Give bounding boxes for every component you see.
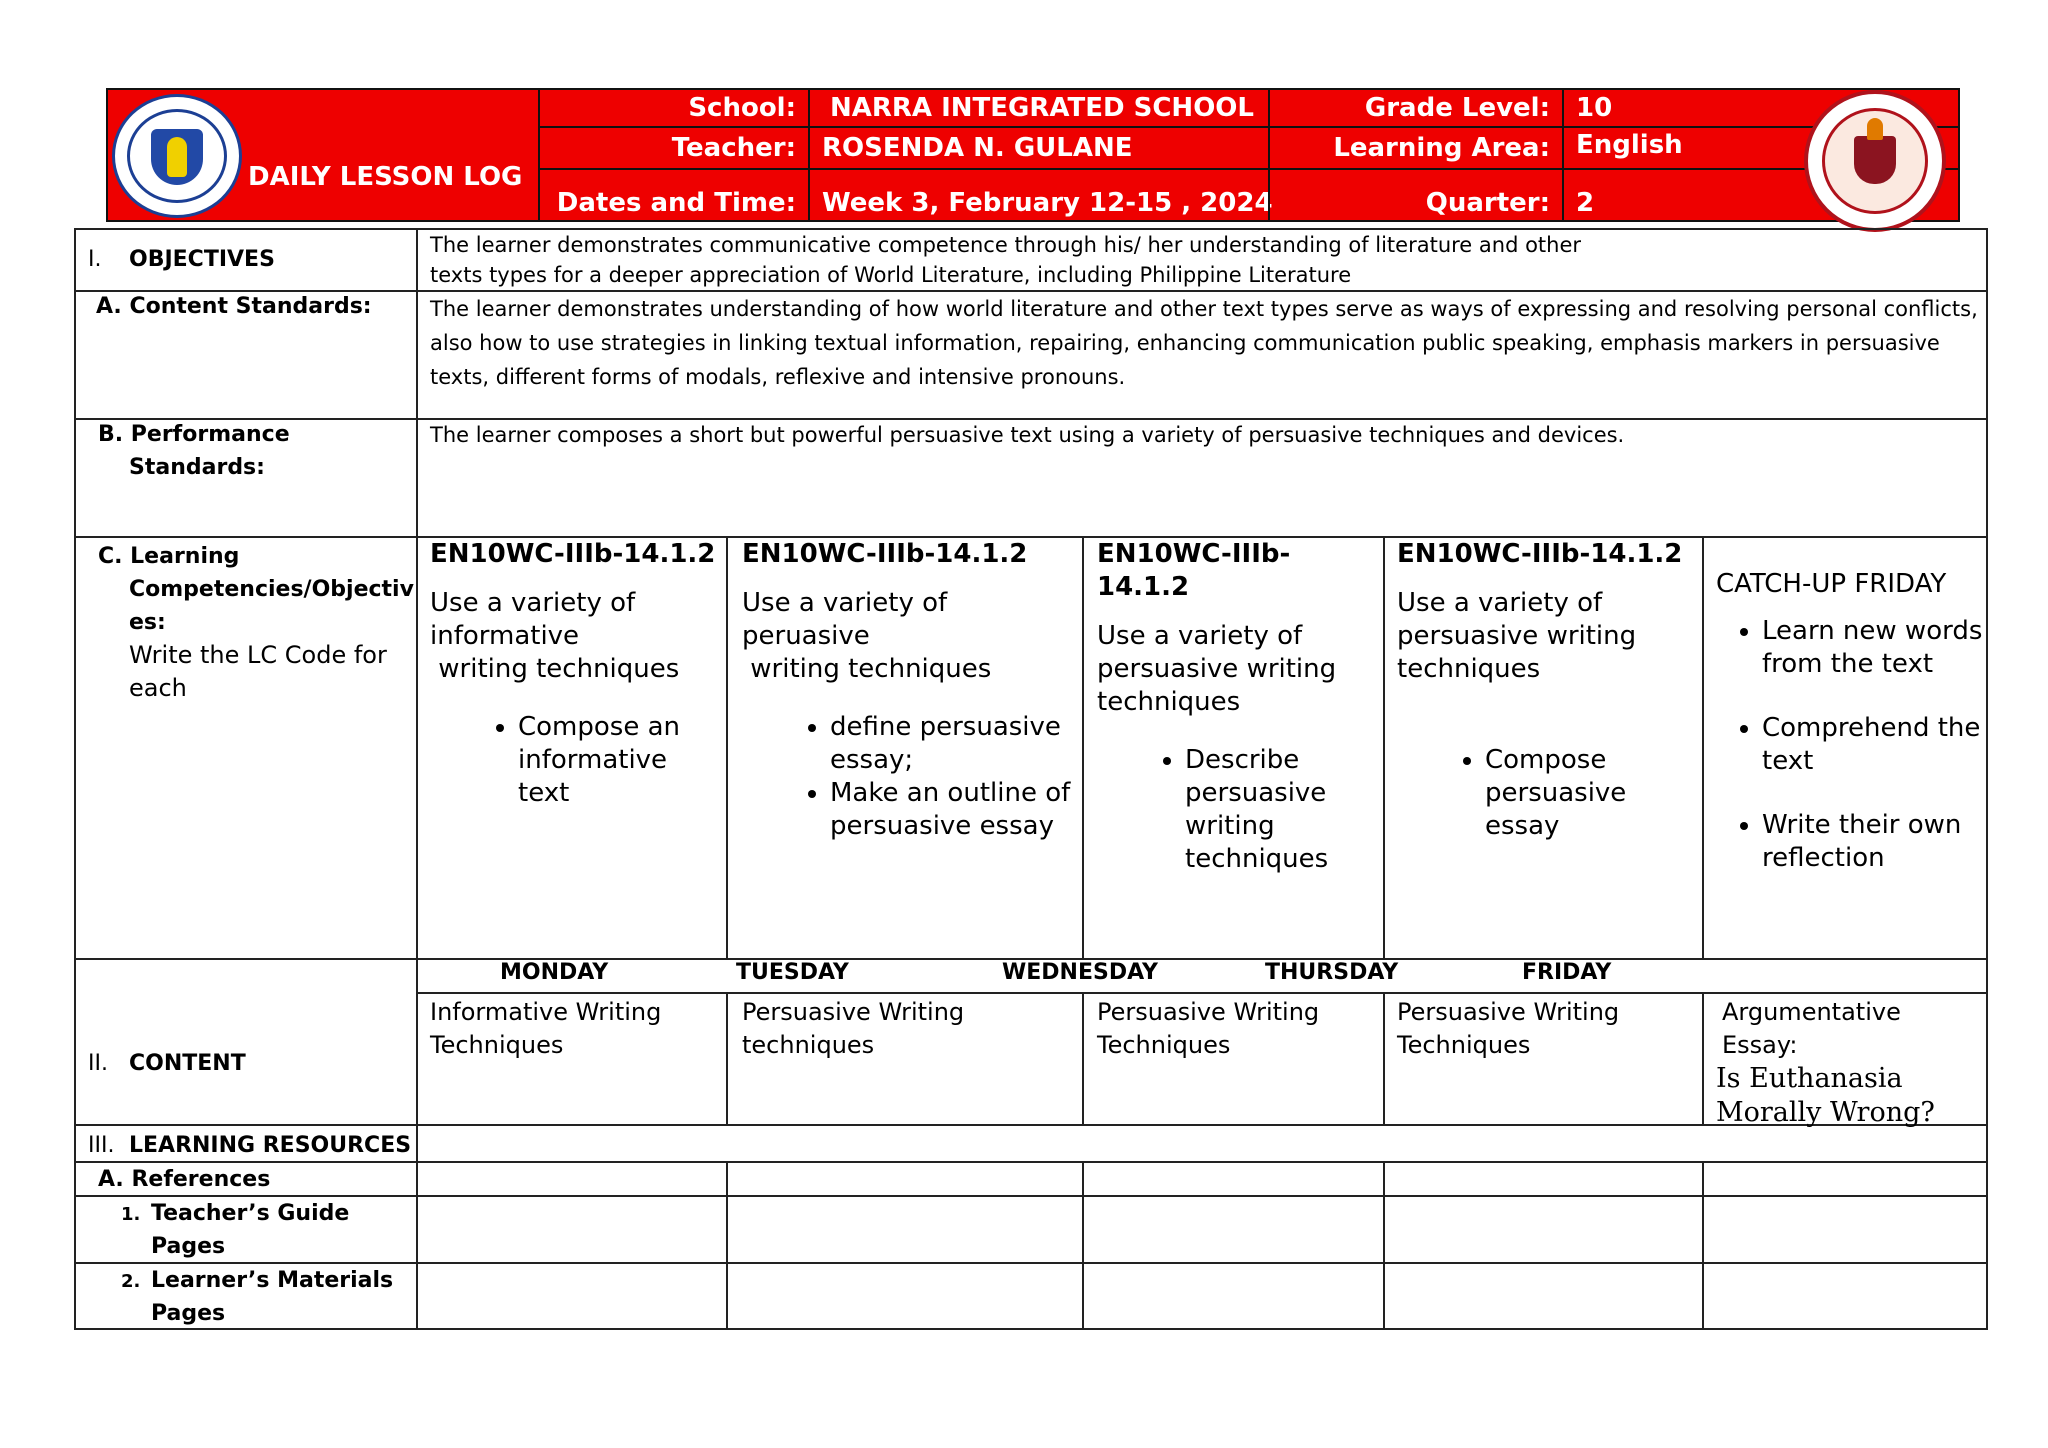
- competencies-label: C. Learning: [98, 544, 240, 569]
- content-number: II.: [88, 1051, 108, 1076]
- grade-level-label: Grade Level:: [1268, 90, 1562, 128]
- competency-wednesday-line-1: Use a variety of: [1097, 621, 1303, 651]
- dates-label: Dates and Time:: [538, 170, 808, 222]
- competency-tuesday: [742, 538, 1077, 843]
- dates-value: Week 3, February 12-15 , 2024: [808, 170, 1268, 222]
- lc-code-monday: EN10WC-IIIb-14.1.2: [430, 539, 716, 569]
- content-friday: [1716, 996, 1982, 1130]
- competencies-label-3: es:: [129, 610, 166, 635]
- competency-monday-line-3: writing techniques: [430, 654, 680, 684]
- resources-number: III.: [88, 1133, 115, 1158]
- competency-monday-line-2: informative: [430, 621, 580, 651]
- competency-tuesday-line-1: Use a variety of peruasive: [742, 588, 948, 651]
- lc-code-tuesday: EN10WC-IIIb-14.1.2: [742, 539, 1028, 569]
- school-value: NARRA INTEGRATED SCHOOL: [808, 90, 1268, 128]
- teachers-guide-number: 1.: [121, 1204, 141, 1225]
- lc-code-thursday: EN10WC-IIIb-14.1.2: [1397, 539, 1683, 569]
- competency-friday-bullet-3: • Write their own reflection: [1762, 809, 1986, 875]
- objectives-text: The learner demonstrates communicative competence through his/ her understanding of literature and other texts types for a deeper appreciation of World Literature, including Philippine Literature: [430, 233, 1582, 287]
- content-wednesday-line-1: Persuasive Writing: [1097, 998, 1320, 1026]
- teachers-guide-label: [151, 1197, 349, 1263]
- competency-monday-bullet-1: • Compose an informative text: [518, 711, 720, 810]
- teachers-guide-line-2: Pages: [151, 1234, 226, 1259]
- teacher-label: Teacher:: [538, 128, 808, 170]
- objectives-label: OBJECTIVES: [129, 247, 275, 272]
- grade-level-value: 10: [1562, 90, 1960, 128]
- competency-monday: [430, 538, 720, 810]
- deped-seal-icon: [112, 94, 242, 218]
- day-header-tuesday: TUESDAY: [736, 960, 849, 985]
- content-standards-label: A. Content Standards:: [96, 294, 372, 319]
- competency-wednesday-bullet-1: • Describe persuasive writing techniques: [1185, 744, 1377, 876]
- content-thursday-line-2: Techniques: [1397, 1031, 1531, 1059]
- competency-monday-line-1: Use a variety of: [430, 588, 636, 618]
- teacher-value: ROSENDA N. GULANE: [808, 128, 1268, 170]
- content-friday-line-3: Morally Wrong?: [1716, 1097, 1935, 1128]
- content-label: CONTENT: [129, 1051, 246, 1076]
- day-header-friday: FRIDAY: [1522, 960, 1612, 985]
- content-thursday: [1397, 996, 1619, 1062]
- competency-wednesday-line-3: techniques: [1097, 687, 1241, 717]
- learning-area-value: English: [1562, 128, 1960, 170]
- content-monday-line-1: Informative Writing: [430, 998, 662, 1026]
- competency-friday: [1706, 568, 1986, 906]
- learners-materials-number: 2.: [121, 1271, 141, 1292]
- content-wednesday-line-2: Techniques: [1097, 1031, 1231, 1059]
- learners-materials-line-2: Pages: [151, 1301, 226, 1326]
- header-grid: [538, 90, 1958, 220]
- learners-materials-line-1: Learner’s Materials: [151, 1268, 394, 1293]
- content-standards-text: The learner demonstrates understanding of how world literature and other text types serve as ways of expressing and resolving personal conflicts, also how to use strategies in linking textual information, repairing, enhancing communication public speaking, emphasis markers in persuasive texts, different forms of modals, reflexive and intensive pronouns.: [430, 297, 1978, 389]
- day-header-wednesday: WEDNESDAY: [1002, 960, 1158, 985]
- content-wednesday: [1097, 996, 1319, 1062]
- catch-up-friday-title: CATCH-UP FRIDAY: [1716, 569, 1947, 599]
- competency-wednesday-line-2: persuasive writing: [1097, 654, 1337, 684]
- teachers-guide-line-1: Teacher’s Guide: [151, 1201, 350, 1226]
- narra-school-seal-icon: [1804, 90, 1946, 232]
- content-tuesday: [742, 996, 964, 1062]
- competency-thursday-bullet-1: • Compose persuasive essay: [1485, 744, 1697, 843]
- quarter-label: Quarter:: [1268, 170, 1562, 222]
- content-friday-line-2: Is Euthanasia: [1716, 1063, 1903, 1094]
- competency-friday-bullet-1: • Learn new words from the text: [1762, 615, 1986, 681]
- learners-materials-label: [151, 1264, 393, 1330]
- competencies-label-2: Competencies/Objectiv: [129, 577, 414, 602]
- content-tuesday-line-2: techniques: [742, 1031, 875, 1059]
- content-friday-line-1: Argumentative Essay:: [1722, 998, 1901, 1059]
- competency-thursday-line-3: techniques: [1397, 654, 1541, 684]
- competency-friday-bullet-2: • Comprehend the text: [1762, 712, 1986, 778]
- competencies-note: Write the LC Code for: [129, 641, 387, 669]
- content-tuesday-line-1: Persuasive Writing: [742, 998, 965, 1026]
- competency-tuesday-bullet-2: • Make an outline of persuasive essay: [830, 777, 1077, 843]
- day-header-thursday: THURSDAY: [1265, 960, 1399, 985]
- lc-code-wednesday: EN10WC-IIIb-: [1097, 539, 1291, 569]
- content-thursday-line-1: Persuasive Writing: [1397, 998, 1620, 1026]
- competencies-note-2: each: [129, 674, 187, 702]
- content-monday: [430, 996, 661, 1062]
- learning-area-label: Learning Area:: [1268, 128, 1562, 170]
- content-monday-line-2: Techniques: [430, 1031, 564, 1059]
- competency-thursday: [1397, 538, 1697, 843]
- objectives-number: I.: [88, 247, 102, 272]
- competency-wednesday: [1097, 538, 1377, 876]
- competency-thursday-line-1: Use a variety of: [1397, 588, 1603, 618]
- competency-thursday-line-2: persuasive writing: [1397, 621, 1637, 651]
- school-label: School:: [538, 90, 808, 128]
- quarter-value: 2: [1562, 170, 1960, 222]
- daily-lesson-log-title: DAILY LESSON LOG: [248, 162, 523, 192]
- header-banner: [106, 88, 1960, 222]
- learning-resources-label: LEARNING RESOURCES: [129, 1133, 412, 1158]
- references-label: A. References: [98, 1167, 271, 1192]
- performance-standards-text: The learner composes a short but powerful persuasive text using a variety of persuasive techniques and devices.: [430, 423, 1625, 447]
- performance-standards-label-2: Standards:: [129, 455, 265, 480]
- competency-tuesday-bullet-1: • define persuasive essay;: [830, 711, 1077, 777]
- performance-standards-label: B. Performance: [98, 422, 290, 447]
- day-header-monday: MONDAY: [500, 960, 609, 985]
- competency-tuesday-line-2: writing techniques: [742, 654, 992, 684]
- lc-code-wednesday-2: 14.1.2: [1097, 572, 1190, 602]
